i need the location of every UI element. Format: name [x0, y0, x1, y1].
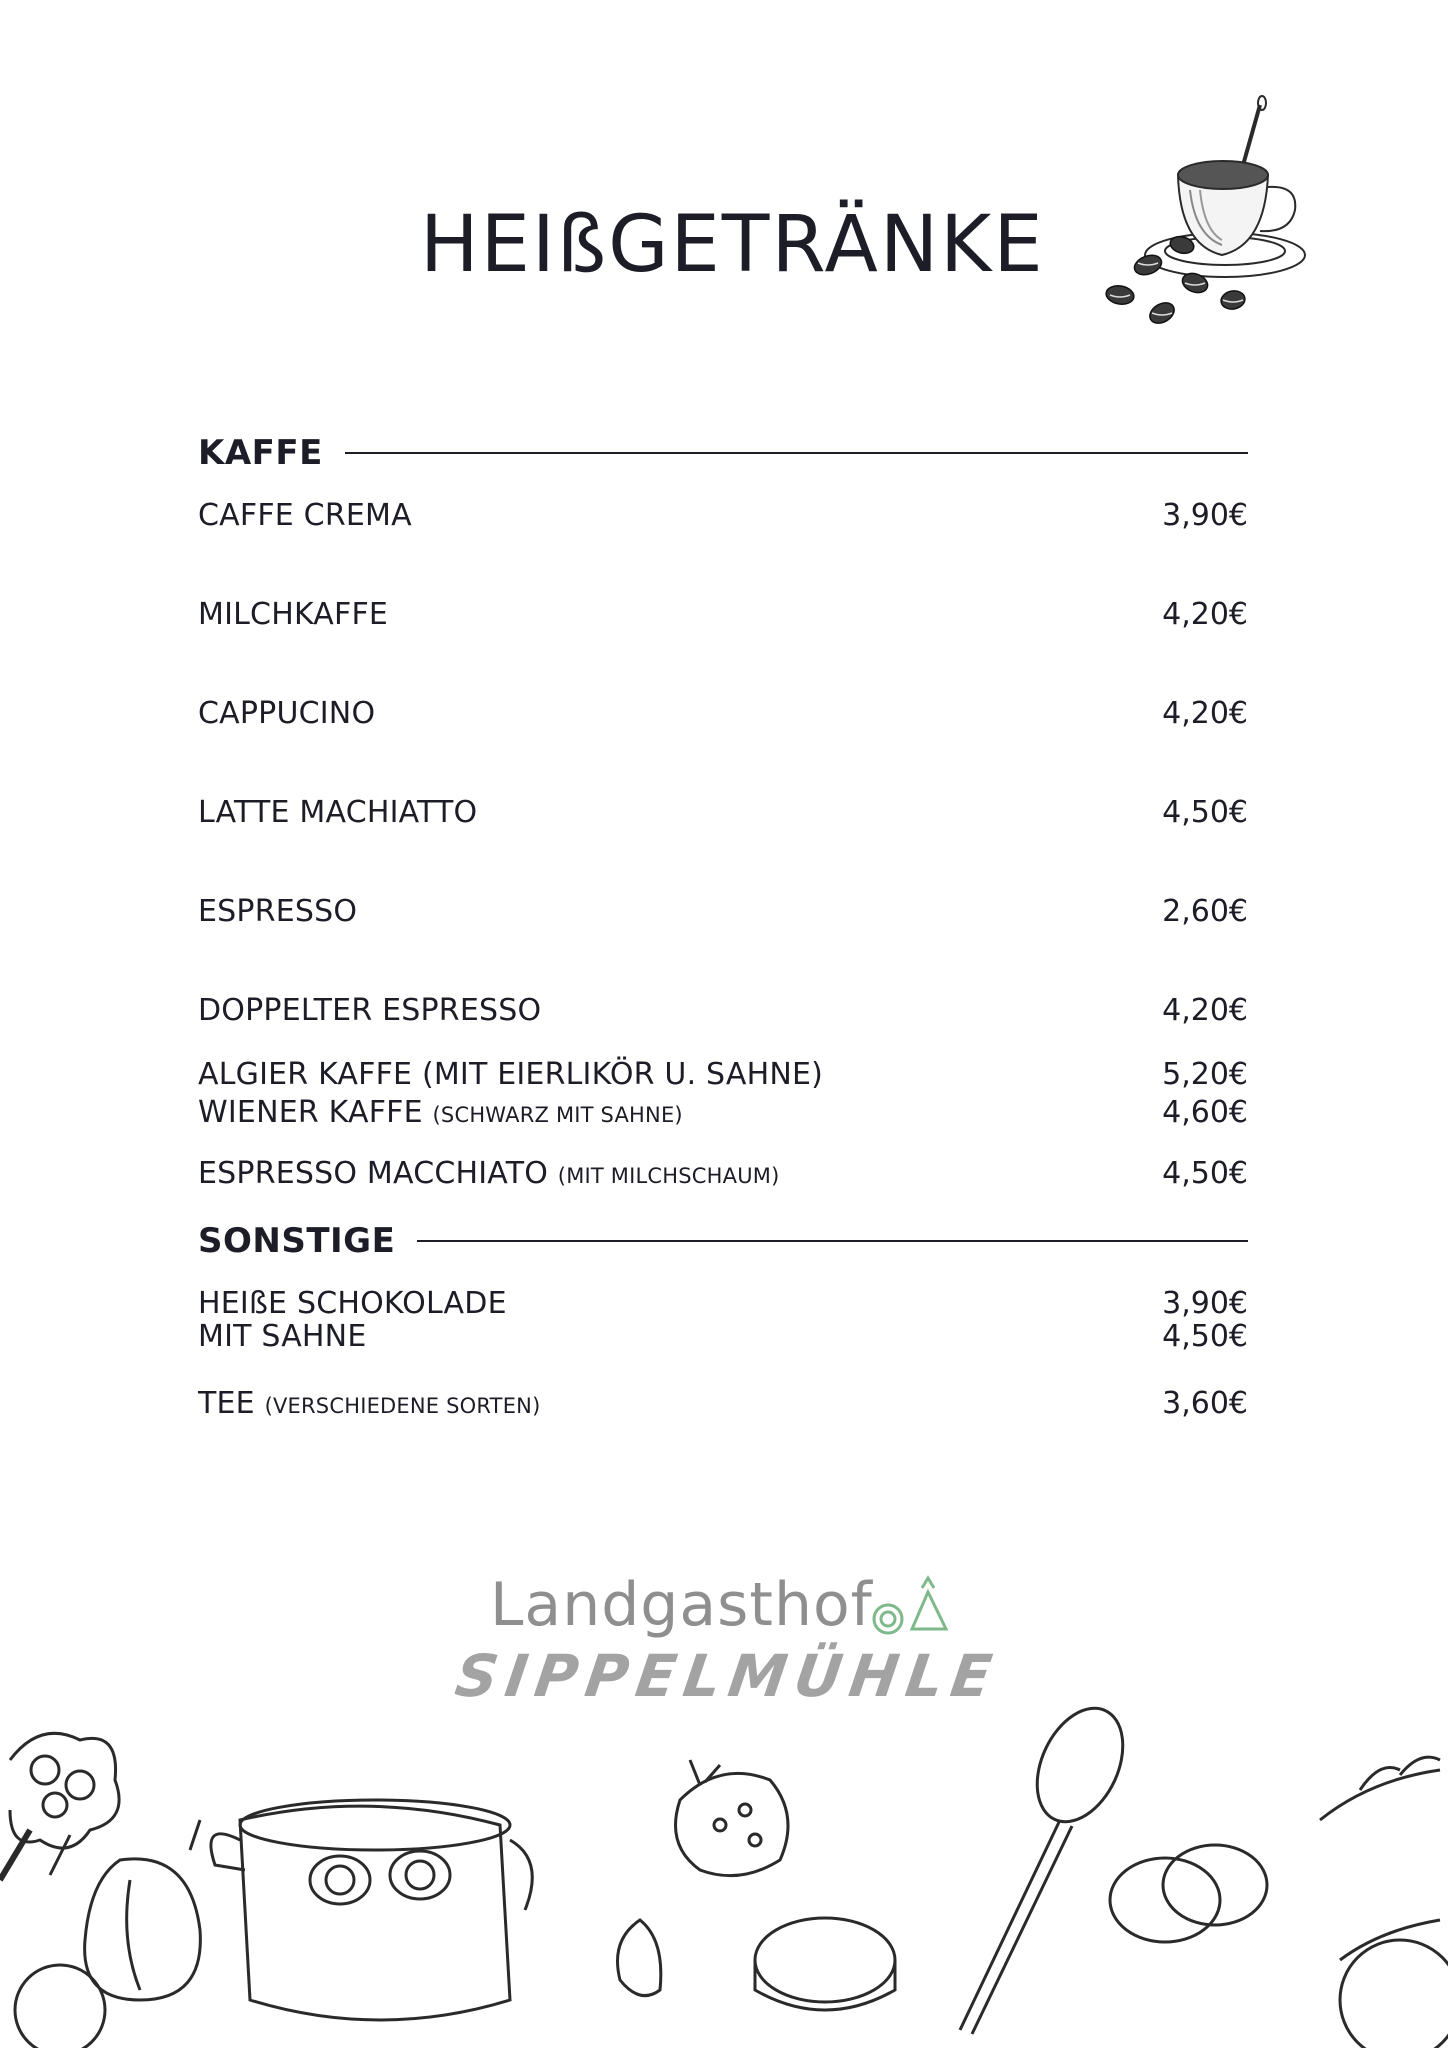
item-price: 2,60€ [1162, 894, 1248, 929]
logo-line-1: Landgasthof [490, 1570, 873, 1640]
item-price: 4,50€ [1162, 795, 1248, 830]
soup-pot-icon [211, 1800, 532, 2020]
menu-item [198, 597, 1248, 633]
section-label: SONSTIGE [198, 1221, 396, 1261]
item-name [198, 1156, 780, 1194]
item-note: (MIT MILCHSCHAUM) [557, 1164, 780, 1188]
item-price: 3,60€ [1162, 1386, 1248, 1421]
footer-food-illustrations [0, 1700, 1448, 2048]
item-title: TEE [198, 1386, 255, 1421]
item-price: 4,60€ [1162, 1095, 1248, 1130]
item-name: DOPPELTER ESPRESSO [198, 993, 542, 1028]
item-price: 3,90€ [1162, 498, 1248, 533]
garlic-icon [15, 1820, 200, 2048]
restaurant-logo [440, 1570, 1020, 1710]
item-name: MILCHKAFFE [198, 597, 389, 632]
menu-item [198, 1057, 1248, 1093]
section-header-sonstige [198, 1216, 1248, 1266]
item-name: ALGIER KAFFE (MIT EIERLIKÖR U. SAHNE) [198, 1057, 824, 1092]
menu-item [198, 1319, 1248, 1355]
spoon-icon [960, 1700, 1140, 2034]
item-name: MIT SAHNE [198, 1319, 367, 1354]
item-price: 4,50€ [1162, 1319, 1248, 1354]
bread-slice-icon [755, 1918, 895, 2010]
item-price: 4,20€ [1162, 696, 1248, 731]
menu-item [198, 1286, 1248, 1322]
menu-item [198, 498, 1248, 534]
item-price: 4,50€ [1162, 1156, 1248, 1191]
menu-item [198, 1386, 1248, 1424]
menu-item [198, 894, 1248, 930]
tomato-icon [676, 1760, 789, 1876]
item-title: WIENER KAFFE [198, 1095, 423, 1130]
vegetable-logo-icon [860, 1574, 960, 1644]
item-name: LATTE MACHIATTO [198, 795, 478, 830]
item-name [198, 1386, 540, 1424]
item-price: 4,20€ [1162, 597, 1248, 632]
item-name: CAFFE CREMA [198, 498, 412, 533]
menu-item [198, 1156, 1248, 1194]
logo-line-2: SIPPELMÜHLE [451, 1642, 1004, 1710]
menu-item [198, 696, 1248, 732]
menu-item [198, 795, 1248, 831]
item-name: HEIßE SCHOKOLADE [198, 1286, 507, 1321]
item-title: ESPRESSO MACCHIATO [198, 1156, 549, 1191]
menu-item [198, 993, 1248, 1029]
item-price: 4,20€ [1162, 993, 1248, 1028]
broccoli-icon [0, 1733, 119, 1880]
page-title: HEIßGETRÄNKE [420, 200, 1045, 290]
item-name [198, 1095, 683, 1133]
section-header-kaffe [198, 428, 1248, 478]
item-note: (SCHWARZ MIT SAHNE) [432, 1103, 683, 1127]
herb-icon [1320, 1757, 1448, 2048]
item-name: ESPRESSO [198, 894, 358, 929]
menu-item [198, 1095, 1248, 1133]
item-note: (VERSCHIEDENE SORTEN) [264, 1394, 541, 1418]
section-divider [417, 1240, 1248, 1242]
coffee-cup-icon [1100, 95, 1315, 335]
section-label: KAFFE [198, 433, 323, 473]
section-divider [345, 452, 1248, 454]
item-price: 5,20€ [1162, 1057, 1248, 1092]
item-price: 3,90€ [1162, 1286, 1248, 1321]
item-name: CAPPUCINO [198, 696, 376, 731]
